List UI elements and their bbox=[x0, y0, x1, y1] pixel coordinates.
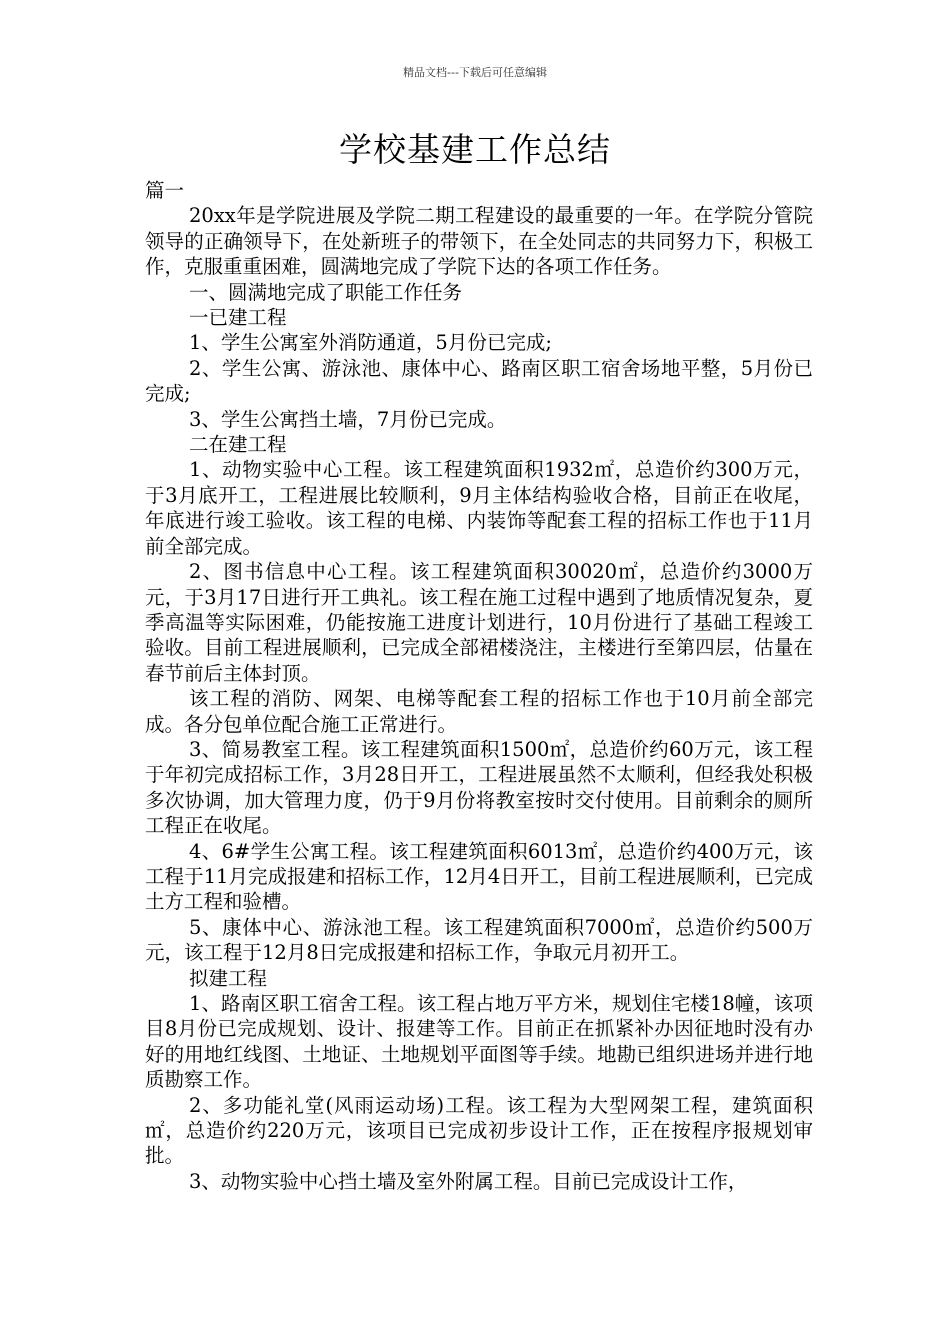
paragraph: 4、6#学生公寓工程。该工程建筑面积6013㎡，总造价约400万元，该工程于11月完成报建和招标工作，12月4日开工，目前工程进展顺利，已完成土方工程和验槽。 bbox=[145, 839, 813, 914]
paragraph: 3、动物实验中心挡土墙及室外附属工程。目前已完成设计工作， bbox=[189, 1169, 748, 1193]
paragraph: 拟建工程 bbox=[189, 966, 268, 990]
paragraph: 一、圆满地完成了职能工作任务 bbox=[189, 280, 463, 304]
paragraph: 二在建工程 bbox=[189, 433, 287, 457]
paragraph: 2、学生公寓、游泳池、康体中心、路南区职工宿舍场地平整，5月份已完成; bbox=[145, 356, 813, 406]
header-note: 精品文档---下载后可任意编辑 bbox=[403, 66, 547, 79]
paragraph: 1、学生公寓室外消防通道，5月份已完成; bbox=[189, 331, 552, 355]
paragraph: 一已建工程 bbox=[189, 306, 287, 330]
paragraph: 2、图书信息中心工程。该工程建筑面积30020㎡，总造价约3000万元，于3月17日进行开工典礼。该工程在施工过程中遇到了地质情况复杂，夏季高温等实际困难，仍能按施工进度计划进行，10月份进行了基础工程竣工验收。目前工程进展顺利，已完成全部裙楼浇注，主楼进行至第四层，估量在春节前后主体封顶。 bbox=[145, 560, 813, 685]
paragraph: 2、多功能礼堂(风雨运动场)工程。该工程为大型网架工程，建筑面积㎡，总造价约220万元，该项目已完成初步设计工作，正在按程序报规划审批。 bbox=[145, 1093, 813, 1168]
paragraph: 3、学生公寓挡土墙，7月份已完成。 bbox=[189, 407, 507, 431]
paragraph: 20xx年是学院进展及学院二期工程建设的最重要的一年。在学院分管院领导的正确领导下，在处新班子的带领下，在全处同志的共同努力下，积极工作，克服重重困难，圆满地完成了学院下达的各项工作任务。 bbox=[145, 204, 813, 279]
paragraph: 5、康体中心、游泳池工程。该工程建筑面积7000㎡，总造价约500万元，该工程于12月8日完成报建和招标工作，争取元月初开工。 bbox=[145, 915, 813, 965]
paragraph: 1、动物实验中心工程。该工程建筑面积1932㎡，总造价约300万元，于3月底开工，工程进展比较顺利，9月主体结构验收合格，目前正在收尾，年底进行竣工验收。该工程的电梯、内装饰等配套工程的招标工作也于11月前全部完成。 bbox=[145, 458, 813, 558]
document-title: 学校基建工作总结 bbox=[339, 130, 611, 169]
paragraph: 3、简易教室工程。该工程建筑面积1500㎡，总造价约60万元，该工程于年初完成招标工作，3月28日开工，工程进展虽然不太顺利，但经我处积极多次协调，加大管理力度，仍于9月份将教室按时交付使用。目前剩余的厕所工程正在收尾。 bbox=[145, 737, 813, 838]
document-body bbox=[145, 178, 813, 1194]
paragraph: 1、路南区职工宿舍工程。该工程占地万平方米，规划住宅楼18幢，该项目8月份已完成规划、设计、报建等工作。目前正在抓紧补办因征地时没有办好的用地红线图、土地证、土地规划平面图等手续。地勘已组织进场并进行地质勘察工作。 bbox=[145, 992, 813, 1092]
paragraph: 该工程的消防、网架、电梯等配套工程的招标工作也于10月前全部完成。各分包单位配合施工正常进行。 bbox=[145, 687, 813, 736]
paragraph: 篇一 bbox=[145, 179, 185, 202]
